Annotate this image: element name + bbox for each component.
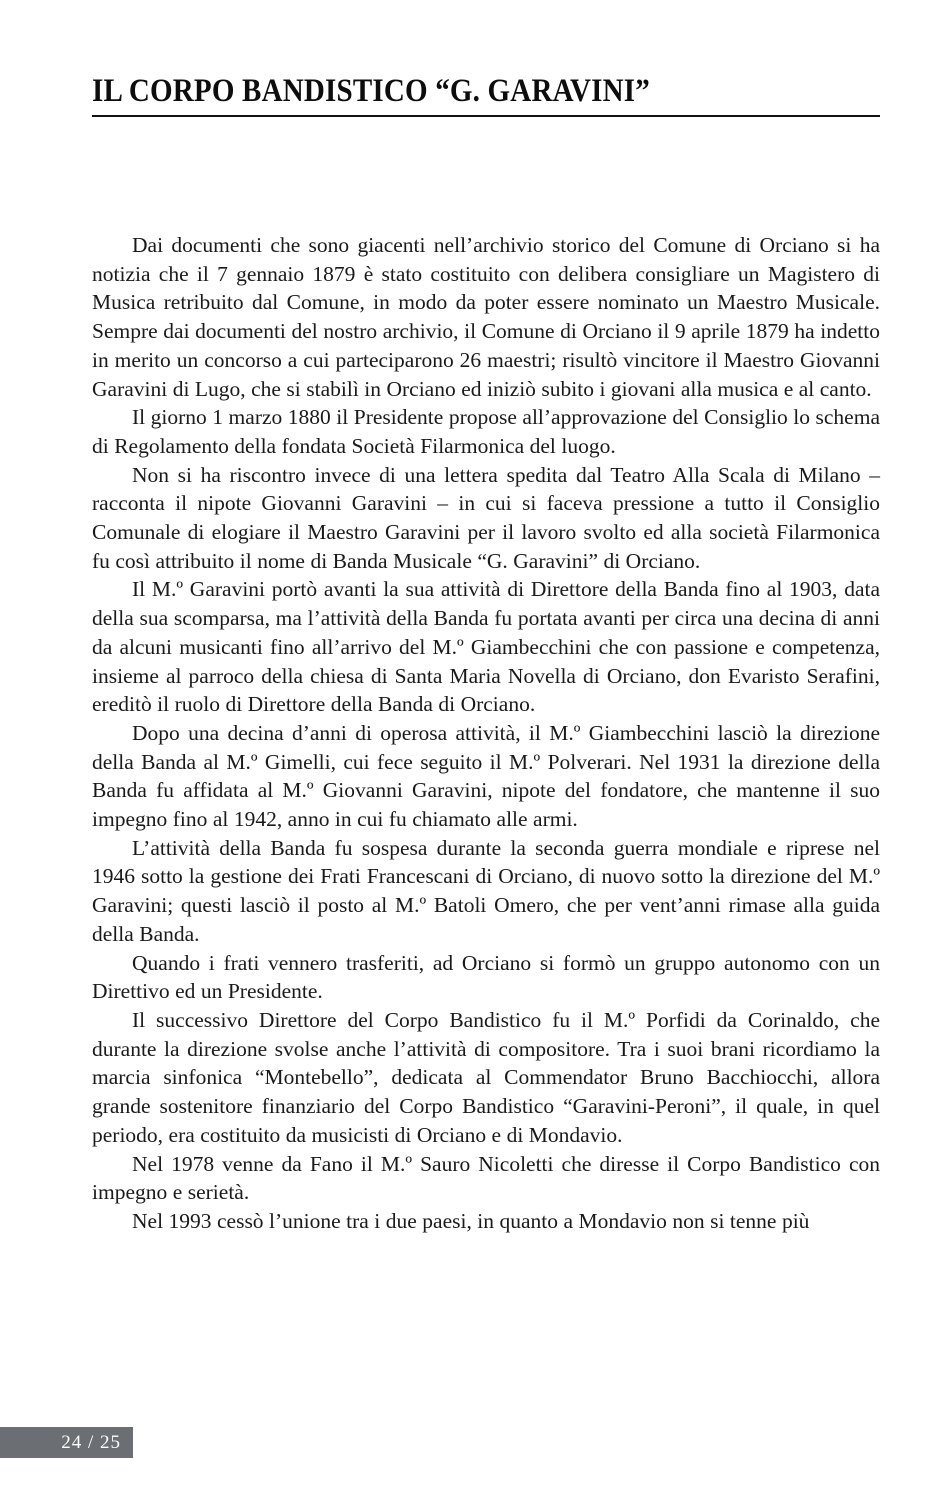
- title-block: [92, 72, 880, 117]
- page-title: IL CORPO BANDISTICO “G. GARAVINI”: [92, 73, 650, 109]
- title-underline-rule: [92, 115, 880, 117]
- paragraph: L’attività della Banda fu sospesa durante la seconda guerra mondiale e riprese nel 1946 sotto la gestione dei Frati Francescani di Orciano, di nuovo sotto la direzione del M.º Garavini; questi lasciò il posto al M.º Batoli Omero, che per vent’anni rimase alla guida della Banda.: [92, 835, 880, 946]
- paragraph: Il M.º Garavini portò avanti la sua attività di Direttore della Banda fino al 1903, data della sua scomparsa, ma l’attività della Banda fu portata avanti per circa una decina di anni da alcuni musicanti fino all’arrivo del M.º Giambecchini che con passione e competenza, insieme al parroco della chiesa di Santa Maria Novella di Orciano, don Evaristo Serafini, ereditò il ruolo di Direttore della Banda di Orciano.: [92, 577, 880, 717]
- paragraph: Nel 1993 cessò l’unione tra i due paesi, in quanto a Mondavio non si tenne più: [132, 1208, 810, 1233]
- paragraph: Il giorno 1 marzo 1880 il Presidente propose all’approvazione del Consiglio lo schema di Regolamento della fondata Società Filarmonica del luogo.: [92, 405, 880, 458]
- paragraph: Non si ha riscontro invece di una lettera spedita dal Teatro Alla Scala di Milano – racconta il nipote Giovanni Garavini – in cui si faceva pressione a tutto il Consiglio Comunale di elogiare il Maestro Garavini per il lavoro svolto ed alla società Filarmonica fu così attribuito il nome di Banda Musicale “G. Garavini” di Orciano.: [92, 462, 880, 573]
- paragraph: Il successivo Direttore del Corpo Bandistico fu il M.º Porfidi da Corinaldo, che durante la direzione svolse anche l’attività di compositore. Tra i suoi brani ricordiamo la marcia sinfonica “Montebello”, dedicata al Commendator Bruno Bacchiocchi, allora grande sostenitore finanziario del Corpo Bandistico “Garavini-Peroni”, il quale, in quel periodo, era costituito da musicisti di Orciano e di Mondavio.: [92, 1007, 880, 1147]
- paragraph: Dopo una decina d’anni di operosa attività, il M.º Giambecchini lasciò la direzione della Banda al M.º Gimelli, cui fece seguito il M.º Polverari. Nel 1931 la direzione della Banda fu affidata al M.º Giovanni Garavini, nipote del fondatore, che mantenne il suo impegno fino al 1942, anno in cui fu chiamato alle armi.: [92, 720, 880, 832]
- paragraph: Quando i frati vennero trasferiti, ad Orciano si formò un gruppo autonomo con un Direttivo ed un Presidente.: [92, 950, 880, 1004]
- page-number-badge: 24 / 25: [0, 1427, 133, 1458]
- body-text-column: [92, 231, 880, 1236]
- paragraph: Nel 1978 venne da Fano il M.º Sauro Nicoletti che diresse il Corpo Bandistico con impegno e serietà.: [92, 1151, 880, 1205]
- paragraph: Dai documenti che sono giacenti nell’archivio storico del Comune di Orciano si ha notizia che il 7 gennaio 1879 è stato costituito con delibera consigliare un Magistero di Musica retribuito dal Comune, in modo da poter essere nominato un Maestro Musicale. Sempre dai documenti del nostro archivio, il Comune di Orciano il 9 aprile 1879 ha indetto in merito un concorso a cui parteciparono 26 maestri; risultò vincitore il Maestro Giovanni Garavini di Lugo, che si stabilì in Orciano ed iniziò subito i giovani alla musica e al canto.: [92, 233, 880, 401]
